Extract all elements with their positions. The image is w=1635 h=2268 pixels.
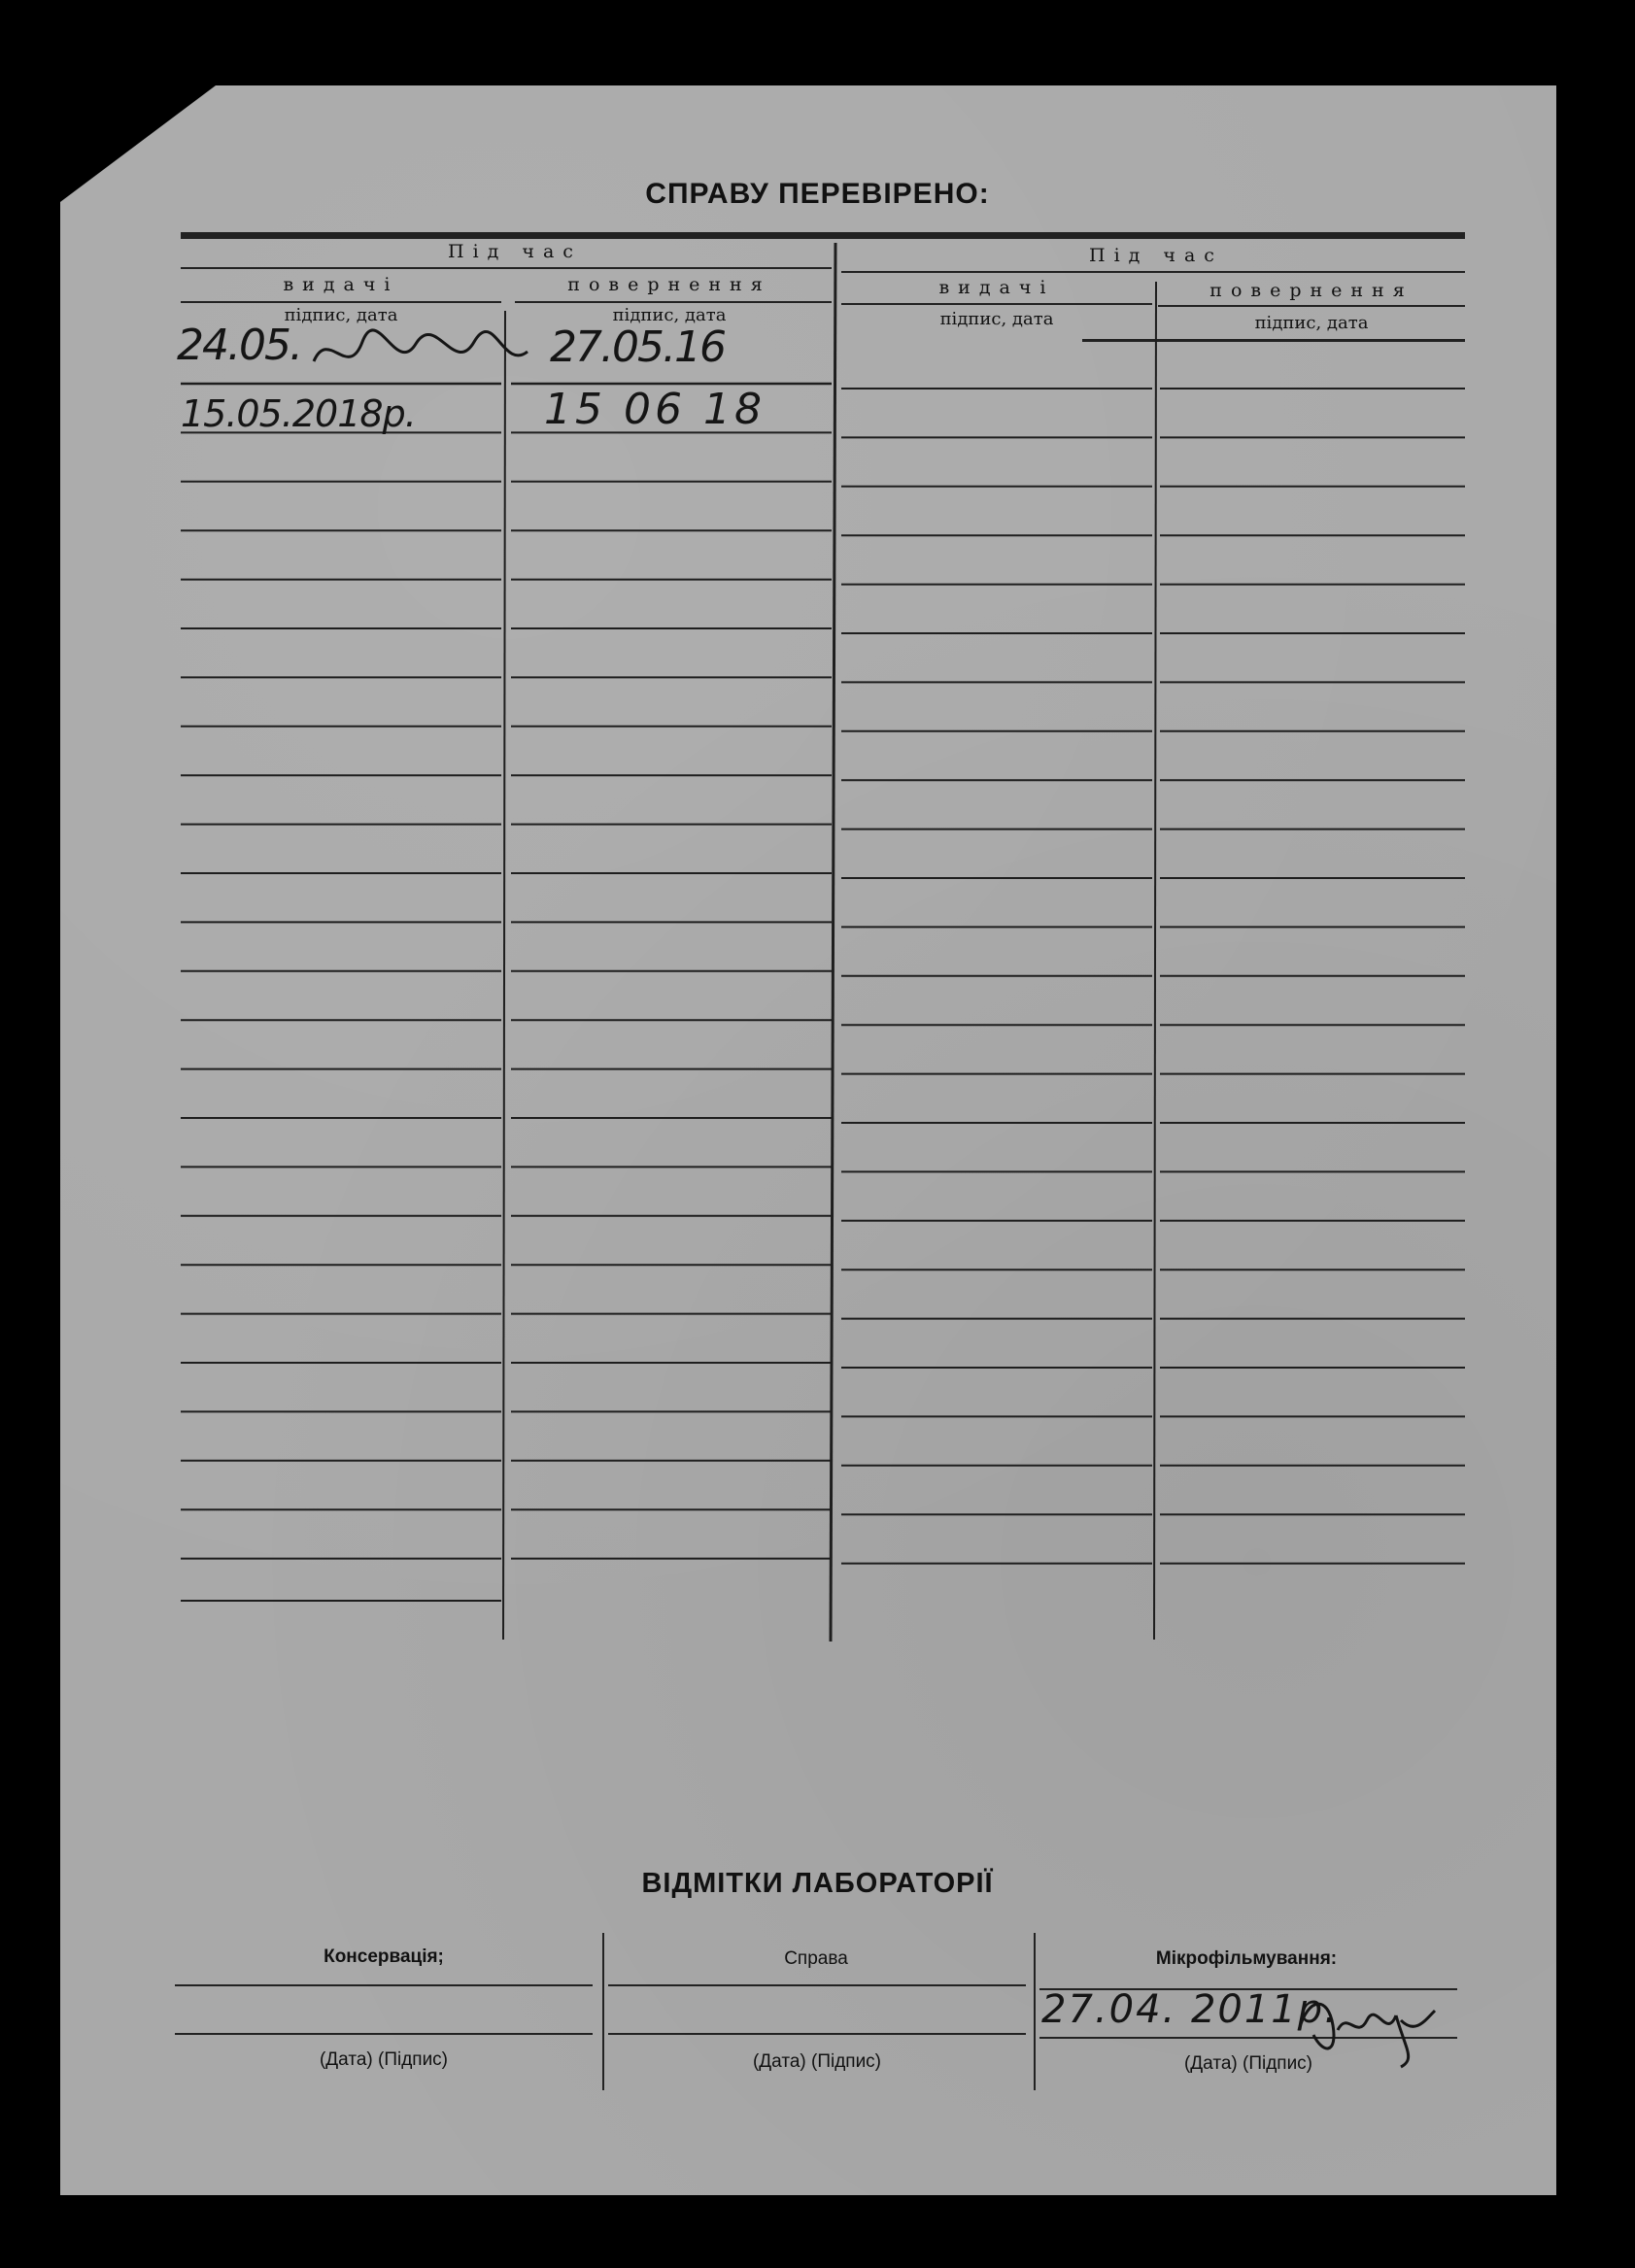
signature-scribble: [309, 322, 532, 401]
column-divider-center: [831, 243, 835, 1642]
right-return-header: повернення: [1209, 280, 1414, 301]
column-divider-right: [1154, 282, 1156, 1640]
entry-2-issue: 15.05.2018р.: [181, 392, 416, 435]
date-sign-2: (Дата) (Підпис): [752, 2051, 882, 2072]
date-sign-1: (Дата) (Підпис): [319, 2049, 449, 2070]
left-issue-header: видачі: [283, 274, 399, 295]
date-sign-3: (Дата) (Підпис): [1183, 2053, 1313, 2074]
column-divider-left: [503, 311, 505, 1640]
page-title: СПРАВУ ПЕРЕВІРЕНО:: [645, 178, 990, 210]
right-period-label: Під час: [1089, 245, 1223, 266]
left-period-label: Під час: [448, 241, 582, 262]
left-issue-sub: підпис, дата: [284, 305, 398, 325]
entry-2-return: 15 06 18: [544, 385, 766, 434]
case-label: Справа: [784, 1948, 848, 1969]
lab-divider-1: [602, 1933, 604, 2090]
lab-section-title: ВІДМІТКИ ЛАБОРАТОРІЇ: [641, 1868, 994, 1899]
left-return-header: повернення: [567, 274, 771, 295]
lab-line-1a: [175, 1984, 593, 1986]
lab-line-2b: [608, 2033, 1026, 2035]
left-return-sub: підпис, дата: [612, 305, 727, 325]
entry-1-issue: 24.05.: [177, 321, 301, 370]
conservation-label: Консервація;: [324, 1946, 444, 1967]
microfilm-label: Мікрофільмування:: [1155, 1948, 1338, 1969]
right-issue-header: видачі: [938, 277, 1055, 298]
microfilm-date: 27.04. 2011р.: [1041, 1987, 1339, 2032]
lab-line-1b: [175, 2033, 593, 2035]
lab-line-2a: [608, 1984, 1026, 1986]
right-issue-sub: підпис, дата: [939, 309, 1054, 329]
lab-divider-2: [1034, 1933, 1036, 2090]
right-return-sub: підпис, дата: [1254, 313, 1369, 333]
entry-1-return: 27.05.16: [550, 322, 725, 372]
